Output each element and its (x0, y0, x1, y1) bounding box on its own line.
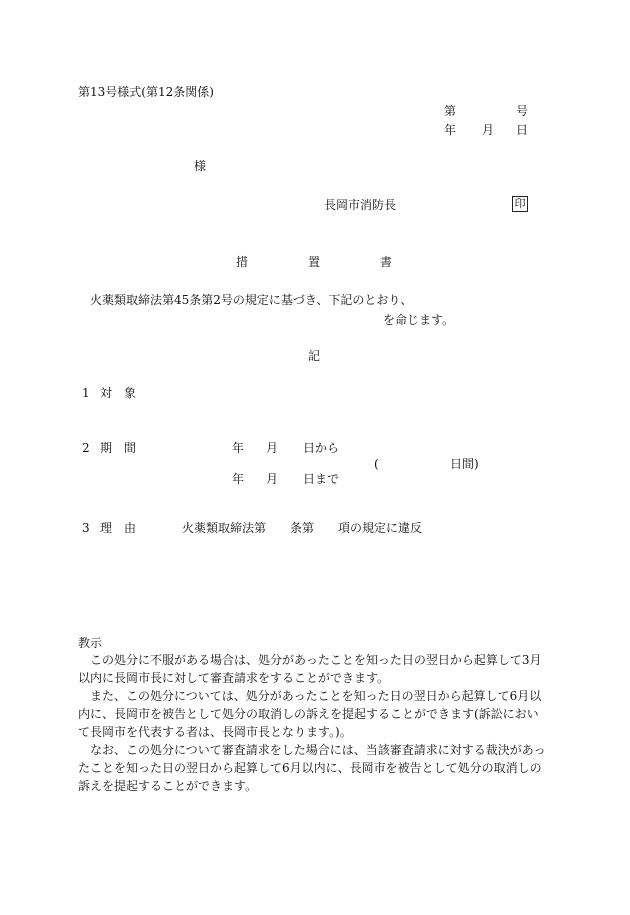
date-day: 日 (516, 123, 529, 137)
period-from-month: 月 (266, 441, 279, 455)
period-from-year: 年 (232, 441, 245, 455)
item-2-label-a: 期 (100, 441, 113, 455)
period-to-month: 月 (266, 472, 279, 486)
seal-mark: 印 (512, 196, 528, 212)
reason-jou: 条第 (290, 521, 315, 535)
item-2-label-b: 間 (124, 441, 137, 455)
issuer-title: 長岡市消防長 (324, 198, 397, 212)
notice-paragraph-1: この処分に不服がある場合は、処分があったことを知った日の翌日から起算して3月以内に長岡市長に対して審査請求をすることができます。 (78, 653, 542, 685)
notice-paragraph-3: なお、この処分について審査請求をした場合には、当該審査請求に対する裁決があったことを知った日の翌日から起算して6月以内に、長岡市を被告として処分の取消しの訴えを提起することができます。 (78, 743, 546, 793)
notice-heading: 教示 (78, 636, 103, 650)
doc-title-char-1: 措 (236, 255, 249, 269)
reason-kou: 項の規定に違反 (338, 521, 423, 535)
date-month: 月 (482, 123, 495, 137)
date-year: 年 (444, 123, 457, 137)
item-1-number: 1 (82, 386, 90, 400)
ki-heading: 記 (308, 349, 321, 363)
item-3-label-b: 由 (124, 521, 137, 535)
item-3-number: 3 (82, 521, 90, 535)
notice-paragraph-2: また、この処分については、処分があったことを知った日の翌日から起算して6月以内に、長岡市を被告として処分の取消しの訴えを提起することができます(訴訟において長岡市を代表する者は、長岡市長となります。)。 (78, 689, 542, 739)
intro-line-1: 火薬類取締法第45条第2号の規定に基づき、下記のとおり、 (90, 293, 413, 307)
reason-law: 火薬類取締法第 (182, 521, 267, 535)
period-from-day: 日から (303, 441, 340, 455)
doc-title-char-3: 書 (380, 255, 393, 269)
addressee-suffix: 様 (194, 159, 207, 173)
doc-number-dai: 第 (444, 104, 457, 118)
period-to-day: 日まで (303, 472, 340, 486)
period-paren-open: ( (374, 457, 379, 471)
item-3-label-a: 理 (100, 521, 113, 535)
item-1-label-b: 象 (124, 386, 137, 400)
doc-number-go: 号 (516, 104, 529, 118)
intro-line-2: を命じます。 (383, 313, 455, 327)
item-1-label-a: 対 (100, 386, 113, 400)
doc-title-char-2: 置 (308, 255, 321, 269)
period-days: 日間) (450, 457, 479, 471)
item-2-number: 2 (82, 441, 90, 455)
form-label: 第13号様式(第12条関係) (78, 85, 214, 99)
period-to-year: 年 (232, 472, 245, 486)
